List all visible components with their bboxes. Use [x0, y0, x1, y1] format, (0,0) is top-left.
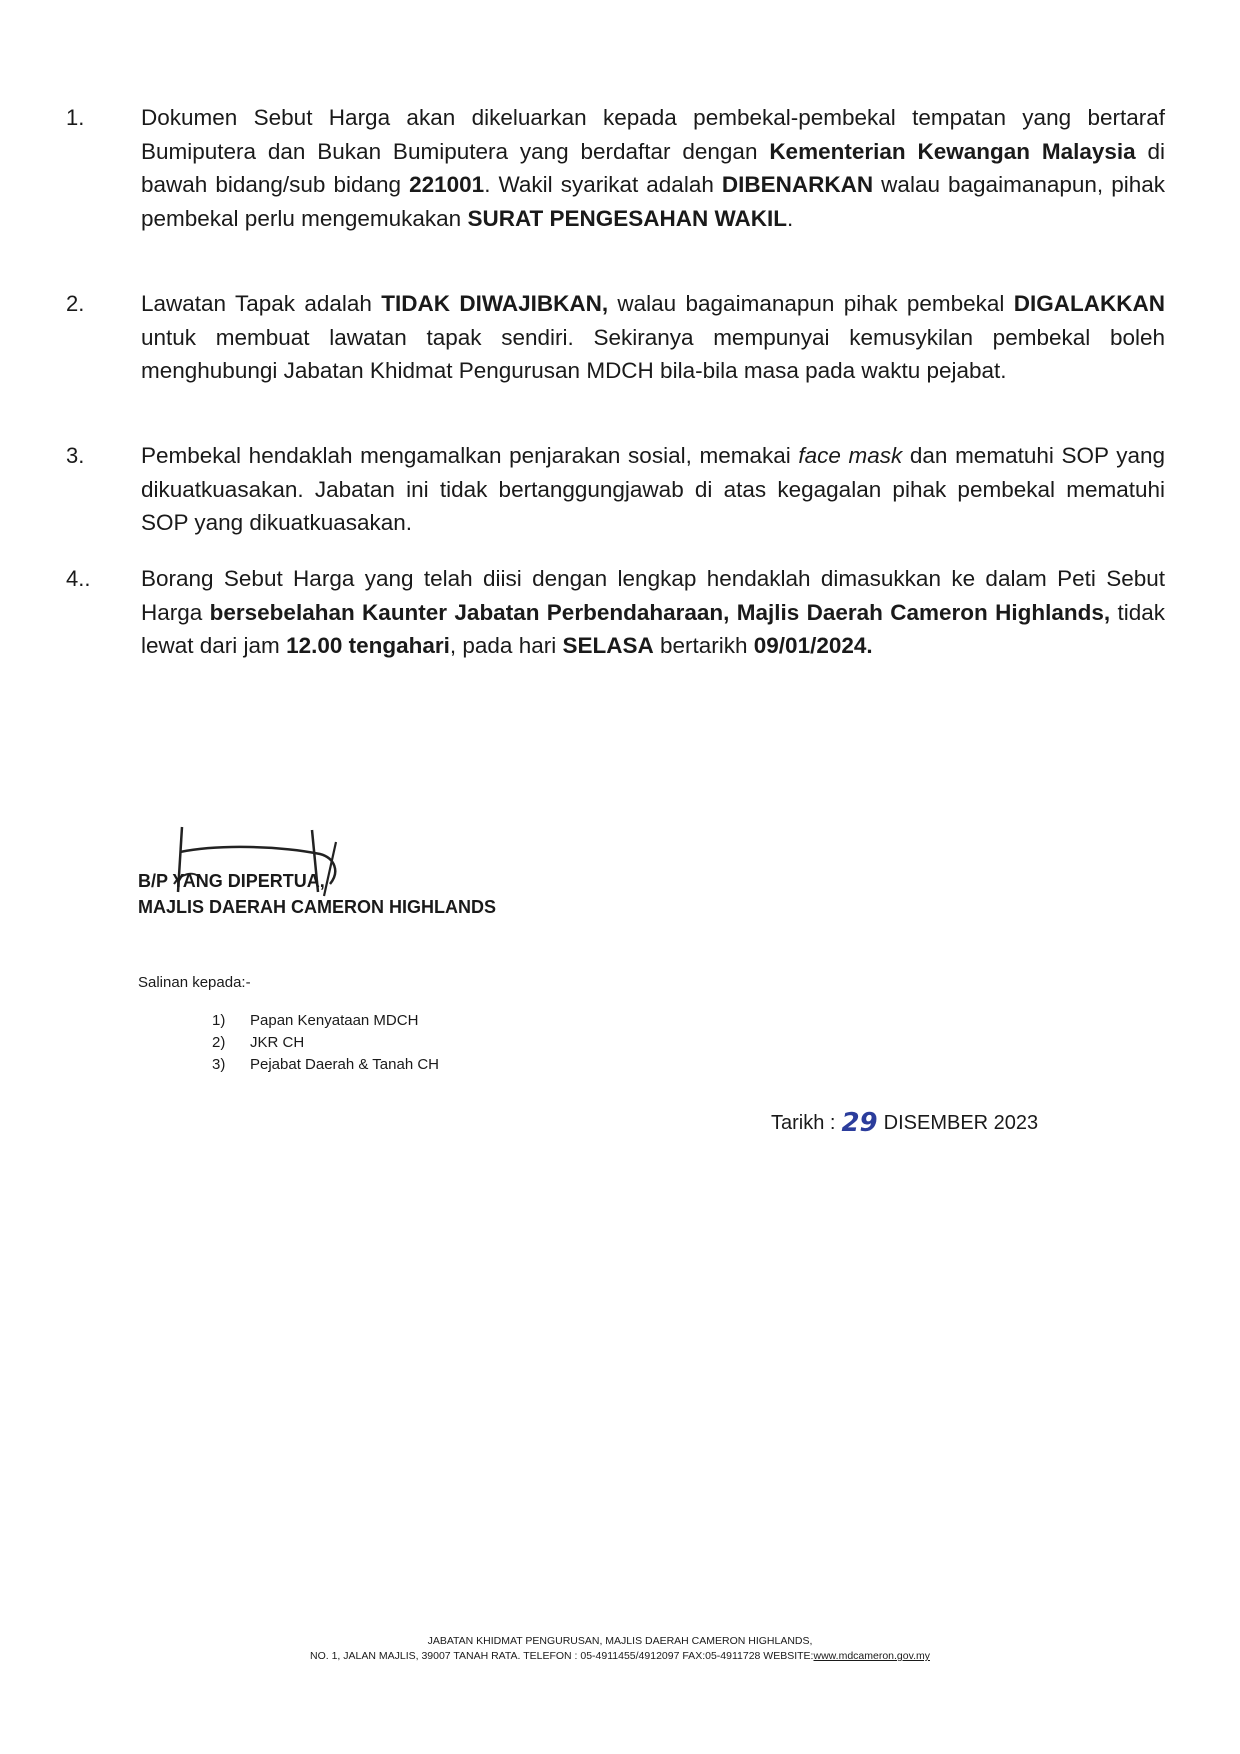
item-text: Dokumen Sebut Harga akan dikeluarkan kepada pembekal-pembekal tempatan yang bertaraf Bumiputera dan Bukan Bumiputera yang berdaftar dengan Kementerian Kewangan Malaysia di bawah bidang/sub bidang 221001. Wakil syarikat adalah DIBENARKAN walau bagaimanapun, pihak pembekal perlu mengemukakan SURAT PENGESAHAN WAKIL.: [141, 105, 1165, 231]
item-number: 2.: [66, 291, 85, 316]
item-number: 4..: [66, 566, 91, 591]
copy-recipient: JKR CH: [250, 1034, 305, 1051]
date-month-year: DISEMBER 2023: [883, 1111, 1039, 1134]
copy-recipient: Papan Kenyataan MDCH: [250, 1012, 419, 1029]
signatory-block: [138, 868, 496, 920]
item-text: Pembekal hendaklah mengamalkan penjarakan sosial, memakai face mask dan mematuhi SOP yang dikuatkuasakan. Jabatan ini tidak bertanggungjawab di atas kegagalan pihak pembekal mematuhi SOP yang dikuatkuasakan.: [141, 443, 1166, 535]
copy-number: 1): [212, 1012, 226, 1029]
copy-to-title: Salinan kepada:-: [138, 974, 251, 991]
list-item: [212, 1010, 439, 1032]
copy-recipient: Pejabat Daerah & Tanah CH: [250, 1056, 440, 1073]
website-link[interactable]: www.mdcameron.gov.my: [813, 1650, 930, 1662]
list-item: [212, 1054, 439, 1076]
item-number: 3.: [66, 443, 85, 468]
signatory-organisation: MAJLIS DAERAH CAMERON HIGHLANDS: [138, 897, 497, 917]
date-day-handwritten: 29: [841, 1108, 878, 1138]
list-item: [212, 1032, 439, 1054]
footer-line-1: JABATAN KHIDMAT PENGURUSAN, MAJLIS DAERAH CAMERON HIGHLANDS,: [427, 1635, 813, 1647]
footer-line-2: [0, 1649, 1240, 1664]
signatory-title: B/P YANG DIPERTUA,: [138, 871, 325, 891]
item-text: Lawatan Tapak adalah TIDAK DIWAJIBKAN, walau bagaimanapun pihak pembekal DIGALAKKAN untuk membuat lawatan tapak sendiri. Sekiranya mempunyai kemusykilan pembekal boleh menghubungi Jabatan Khidmat Pengurusan MDCH bila-bila masa pada waktu pejabat.: [141, 291, 1165, 383]
date-label: Tarikh :: [771, 1111, 836, 1134]
page-footer: [0, 1634, 1240, 1664]
copy-to-list: [212, 1010, 439, 1076]
copy-number: 2): [212, 1034, 226, 1051]
item-number: 1.: [66, 105, 85, 130]
date-line: [771, 1108, 1038, 1138]
copy-number: 3): [212, 1056, 226, 1073]
footer-contact: NO. 1, JALAN MAJLIS, 39007 TANAH RATA. TELEFON : 05-4911455/4912097 FAX:05-4911728 WEBSITE:: [310, 1650, 814, 1662]
item-text: Borang Sebut Harga yang telah diisi dengan lengkap hendaklah dimasukkan ke dalam Peti Sebut Harga bersebelahan Kaunter Jabatan Perbendaharaan, Majlis Daerah Cameron Highlands, tidak lewat dari jam 12.00 tengahari, pada hari SELASA bertarikh 09/01/2024.: [141, 566, 1165, 658]
